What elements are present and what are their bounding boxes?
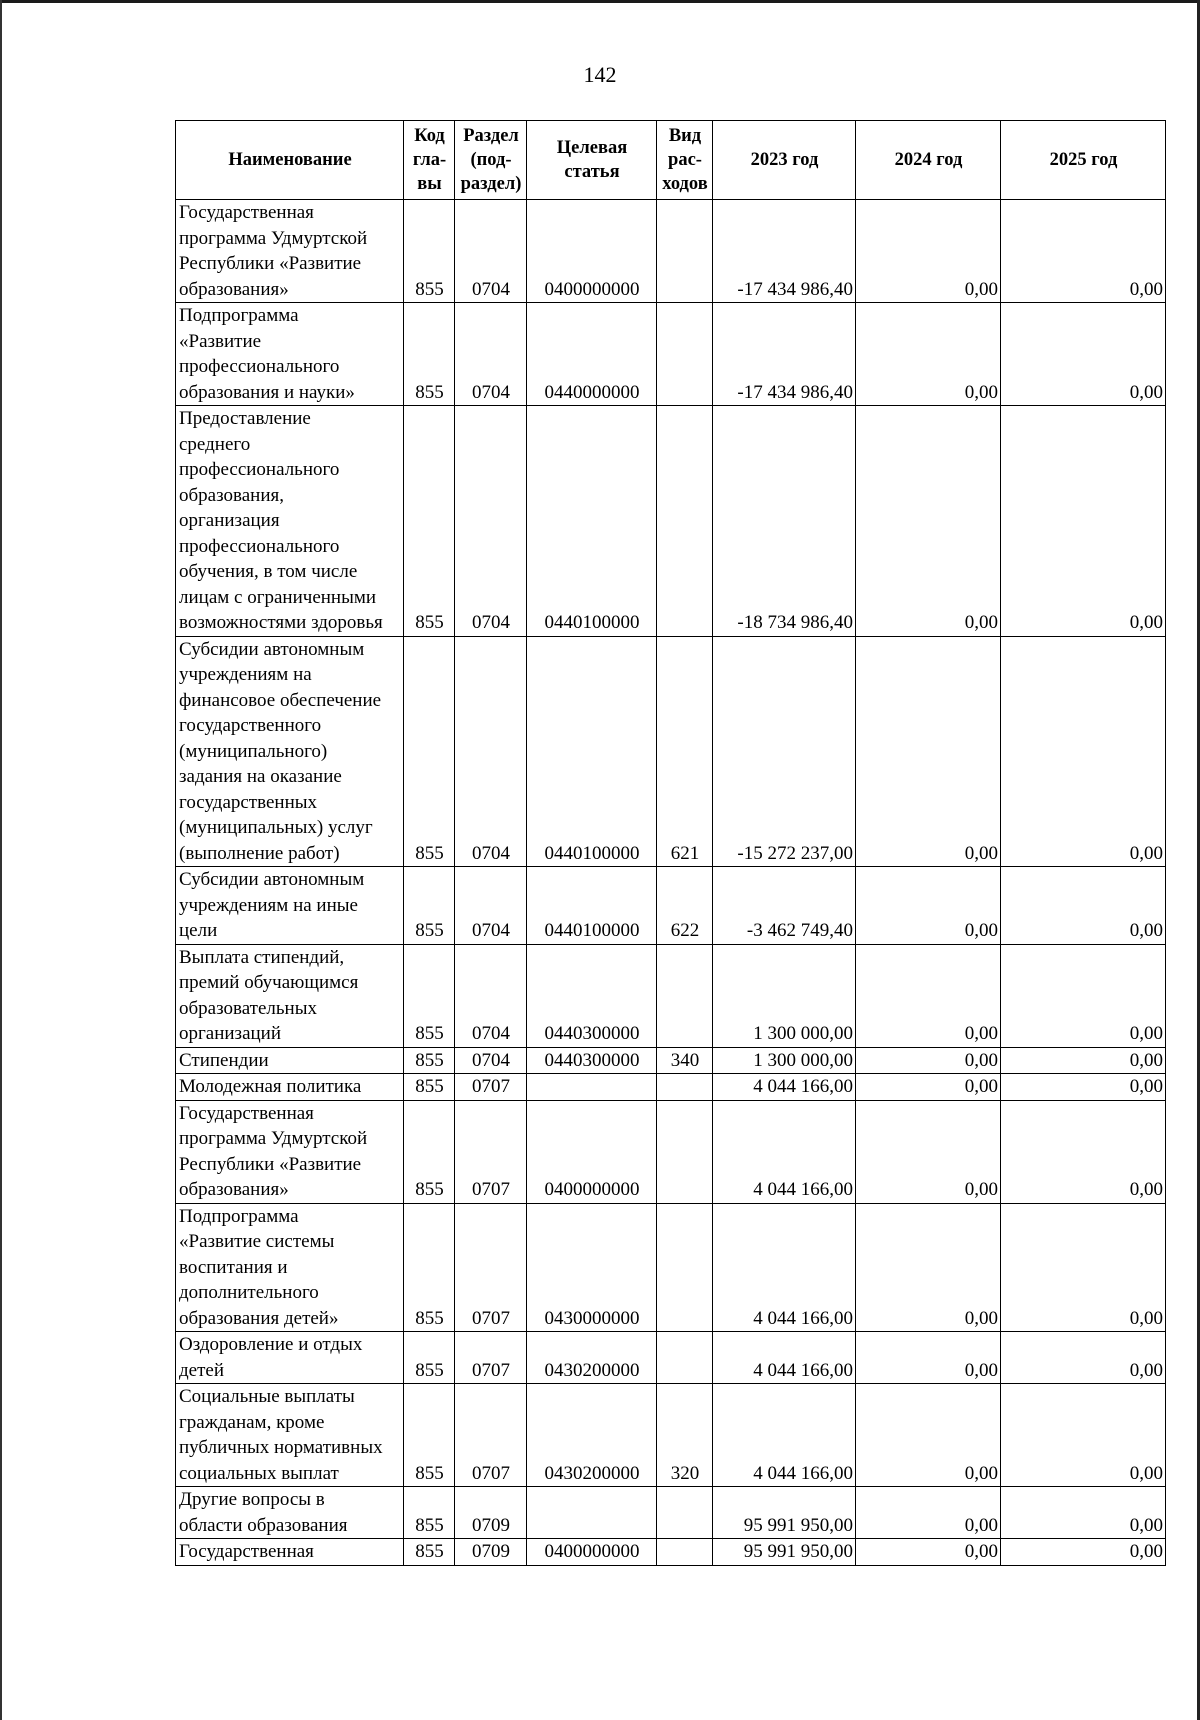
cell-name-line: Стипендии (179, 1049, 269, 1071)
cell-2025: 0,00 (1001, 200, 1166, 303)
cell-name-line: учреждениям на иные (179, 894, 358, 916)
cell-2023: 4 044 166,00 (713, 1332, 856, 1384)
cell-2023: 95 991 950,00 (713, 1487, 856, 1539)
cell-name-line: образования детей» (179, 1307, 339, 1329)
cell-chapter-code: 855 (404, 1487, 455, 1539)
cell-name-line: Социальные выплаты (179, 1386, 355, 1407)
cell-2025: 0,00 (1001, 1487, 1166, 1539)
cell-section: 0704 (455, 1047, 527, 1074)
cell-name-line: лицам с ограниченными (179, 586, 377, 608)
cell-name-line: (муниципального) (179, 740, 328, 762)
cell-expense-type (657, 303, 713, 406)
cell-name-line: социальных выплат (179, 1462, 339, 1484)
cell-2024: 0,00 (856, 406, 1001, 637)
cell-chapter-code: 855 (404, 1203, 455, 1332)
cell-2023: 95 991 950,00 (713, 1539, 856, 1566)
cell-chapter-code: 855 (404, 1332, 455, 1384)
cell-2025: 0,00 (1001, 1203, 1166, 1332)
cell-name (176, 867, 404, 945)
cell-2024: 0,00 (856, 303, 1001, 406)
table-row (176, 867, 1166, 945)
header-2024: 2024 год (856, 121, 1001, 200)
cell-2023: -17 434 986,40 (713, 200, 856, 303)
header-chapter-line: Код (414, 126, 445, 146)
cell-expense-type (657, 1203, 713, 1332)
cell-expense-type (657, 200, 713, 303)
header-target-line: Целевая (556, 138, 628, 158)
cell-name-line: Оздоровление и отдых (179, 1334, 363, 1355)
cell-chapter-code: 855 (404, 303, 455, 406)
cell-2025: 0,00 (1001, 1047, 1166, 1074)
cell-name-line: детей (179, 1359, 225, 1381)
table-row (176, 406, 1166, 637)
cell-name (176, 944, 404, 1047)
cell-2024: 0,00 (856, 867, 1001, 945)
cell-expense-type (657, 1074, 713, 1101)
table-row (176, 1332, 1166, 1384)
cell-section: 0709 (455, 1539, 527, 1566)
cell-name-line: области образования (179, 1514, 348, 1536)
cell-2025: 0,00 (1001, 1539, 1166, 1566)
cell-expense-type (657, 1332, 713, 1384)
cell-name-line: премий обучающимся (179, 972, 359, 993)
cell-2024: 0,00 (856, 636, 1001, 867)
cell-name (176, 1332, 404, 1384)
cell-name-line: задания на оказание (179, 766, 342, 787)
cell-2024: 0,00 (856, 1100, 1001, 1203)
cell-name-line: цели (179, 920, 218, 941)
header-target-line: статья (564, 162, 620, 182)
cell-target (527, 1487, 657, 1539)
cell-name-line: обучения, в том числе (179, 561, 358, 582)
header-name: Наименование (176, 121, 404, 200)
cell-name-line: образования» (179, 1179, 289, 1200)
cell-2023: 4 044 166,00 (713, 1100, 856, 1203)
cell-name (176, 200, 404, 303)
cell-name-line: Другие вопросы в (179, 1489, 325, 1510)
cell-name (176, 1047, 404, 1074)
cell-name-line: Государственная (179, 202, 314, 223)
cell-2025: 0,00 (1001, 406, 1166, 637)
cell-chapter-code: 855 (404, 1047, 455, 1074)
header-chapter-line: вы (417, 174, 442, 194)
cell-2024: 0,00 (856, 944, 1001, 1047)
cell-section: 0704 (455, 867, 527, 945)
cell-name-line: Выплата стипендий, (179, 946, 345, 968)
cell-target: 0440100000 (527, 867, 657, 945)
cell-expense-type (657, 406, 713, 637)
cell-name-line: воспитания и (179, 1256, 288, 1278)
cell-expense-type: 621 (657, 636, 713, 867)
header-section-line: раздел) (460, 174, 522, 194)
cell-2025: 0,00 (1001, 303, 1166, 406)
cell-2024: 0,00 (856, 1539, 1001, 1566)
cell-2023: -15 272 237,00 (713, 636, 856, 867)
cell-name-line: Республики «Развитие (179, 1153, 362, 1175)
table-row (176, 1100, 1166, 1203)
header-target (527, 121, 657, 200)
header-chapter-code (404, 121, 455, 200)
cell-name (176, 1100, 404, 1203)
scan-edge-top (0, 0, 1200, 3)
cell-name-line: Молодежная политика (179, 1076, 362, 1097)
header-type-line: Вид (668, 126, 702, 146)
cell-name-line: среднего (179, 433, 251, 455)
cell-name-line: организаций (179, 1023, 282, 1044)
cell-2024: 0,00 (856, 1332, 1001, 1384)
cell-name-line: Республики «Развитие (179, 253, 362, 274)
cell-name (176, 1384, 404, 1487)
cell-target: 0440000000 (527, 303, 657, 406)
cell-name-line: Подпрограмма (179, 1205, 299, 1227)
cell-name-line: программа Удмуртской (179, 227, 368, 249)
table-row (176, 1487, 1166, 1539)
cell-target: 0400000000 (527, 1539, 657, 1566)
cell-name-line: профессионального (179, 356, 340, 377)
cell-name-line: программа Удмуртской (179, 1128, 368, 1149)
cell-2025: 0,00 (1001, 1384, 1166, 1487)
cell-target: 0440100000 (527, 406, 657, 637)
header-section (455, 121, 527, 200)
cell-name-line: образования, (179, 484, 284, 506)
cell-name-line: дополнительного (179, 1282, 319, 1303)
table-row (176, 1539, 1166, 1566)
cell-chapter-code: 855 (404, 1100, 455, 1203)
cell-name-line: организация (179, 510, 280, 531)
cell-2025: 0,00 (1001, 1332, 1166, 1384)
cell-2025: 0,00 (1001, 1100, 1166, 1203)
cell-target: 0400000000 (527, 200, 657, 303)
cell-target: 0440300000 (527, 944, 657, 1047)
cell-2025: 0,00 (1001, 867, 1166, 945)
table-row (176, 1047, 1166, 1074)
cell-2023: 1 300 000,00 (713, 1047, 856, 1074)
cell-section: 0707 (455, 1100, 527, 1203)
cell-name-line: «Развитие системы (179, 1231, 335, 1252)
cell-chapter-code: 855 (404, 944, 455, 1047)
table-row (176, 1384, 1166, 1487)
cell-2024: 0,00 (856, 1203, 1001, 1332)
cell-name-line: государственного (179, 715, 322, 736)
cell-2024: 0,00 (856, 1047, 1001, 1074)
cell-chapter-code: 855 (404, 867, 455, 945)
header-section-line: Раздел (463, 126, 519, 146)
cell-section: 0704 (455, 944, 527, 1047)
cell-name (176, 1487, 404, 1539)
scan-edge-left (0, 0, 2, 1720)
cell-target (527, 1074, 657, 1101)
cell-name-line: Субсидии автономным (179, 869, 365, 890)
cell-2023: 4 044 166,00 (713, 1384, 856, 1487)
cell-name-line: учреждениям на (179, 664, 312, 685)
cell-name-line: Предоставление (179, 408, 311, 429)
cell-target: 0430200000 (527, 1332, 657, 1384)
table-row (176, 1074, 1166, 1101)
cell-name-line: образования и науки» (179, 381, 355, 403)
cell-target: 0430200000 (527, 1384, 657, 1487)
cell-name-line: «Развитие (179, 330, 262, 352)
cell-name (176, 303, 404, 406)
cell-2023: 1 300 000,00 (713, 944, 856, 1047)
cell-2023: -17 434 986,40 (713, 303, 856, 406)
cell-2023: -18 734 986,40 (713, 406, 856, 637)
cell-target: 0430000000 (527, 1203, 657, 1332)
cell-name-line: публичных нормативных (179, 1437, 383, 1458)
header-section-line: (под- (470, 150, 512, 170)
header-expense-type (657, 121, 713, 200)
table-row (176, 944, 1166, 1047)
cell-chapter-code: 855 (404, 406, 455, 637)
cell-chapter-code: 855 (404, 1539, 455, 1566)
cell-2025: 0,00 (1001, 636, 1166, 867)
page-number: 142 (583, 62, 617, 87)
header-type-line: рас- (668, 150, 702, 170)
cell-expense-type: 320 (657, 1384, 713, 1487)
budget-table (175, 120, 1166, 1566)
cell-expense-type (657, 1100, 713, 1203)
table-body (176, 200, 1166, 1566)
cell-2023: 4 044 166,00 (713, 1074, 856, 1101)
cell-expense-type: 340 (657, 1047, 713, 1074)
cell-target: 0440100000 (527, 636, 657, 867)
cell-2024: 0,00 (856, 1384, 1001, 1487)
header-chapter-line: гла- (412, 150, 447, 170)
cell-name-line: профессионального (179, 459, 340, 480)
cell-name (176, 1074, 404, 1101)
cell-2023: -3 462 749,40 (713, 867, 856, 945)
cell-2025: 0,00 (1001, 1074, 1166, 1101)
cell-section: 0704 (455, 303, 527, 406)
cell-name-line: финансовое обеспечение (179, 689, 382, 711)
cell-chapter-code: 855 (404, 636, 455, 867)
cell-expense-type (657, 944, 713, 1047)
cell-name (176, 1539, 404, 1566)
cell-expense-type: 622 (657, 867, 713, 945)
table-row (176, 200, 1166, 303)
cell-section: 0704 (455, 200, 527, 303)
cell-section: 0707 (455, 1384, 527, 1487)
cell-name-line: (муниципальных) услуг (179, 817, 373, 838)
cell-2025: 0,00 (1001, 944, 1166, 1047)
cell-name (176, 406, 404, 637)
cell-section: 0707 (455, 1203, 527, 1332)
cell-section: 0707 (455, 1074, 527, 1101)
table-row (176, 1203, 1166, 1332)
cell-name-line: Государственная (179, 1102, 314, 1124)
cell-2024: 0,00 (856, 200, 1001, 303)
cell-section: 0709 (455, 1487, 527, 1539)
cell-name-line: образования» (179, 278, 289, 300)
cell-chapter-code: 855 (404, 1384, 455, 1487)
table-row (176, 636, 1166, 867)
cell-name-line: профессионального (179, 535, 340, 557)
cell-expense-type (657, 1487, 713, 1539)
cell-name-line: (выполнение работ) (179, 842, 340, 864)
cell-name-line: возможностями здоровья (179, 612, 383, 633)
header-type-line: ходов (662, 174, 708, 194)
cell-name-line: государственных (179, 791, 318, 813)
header-2025: 2025 год (1001, 121, 1166, 200)
cell-chapter-code: 855 (404, 200, 455, 303)
cell-2023: 4 044 166,00 (713, 1203, 856, 1332)
cell-section: 0704 (455, 636, 527, 867)
cell-target: 0400000000 (527, 1100, 657, 1203)
cell-expense-type (657, 1539, 713, 1566)
cell-name-line: образовательных (179, 997, 317, 1019)
cell-name-line: Субсидии автономным (179, 638, 365, 660)
header-2023: 2023 год (713, 121, 856, 200)
cell-name (176, 636, 404, 867)
cell-2024: 0,00 (856, 1074, 1001, 1101)
cell-name-line: Государственная (179, 1541, 314, 1562)
cell-name (176, 1203, 404, 1332)
cell-name-line: гражданам, кроме (179, 1411, 325, 1433)
cell-chapter-code: 855 (404, 1074, 455, 1101)
cell-section: 0704 (455, 406, 527, 637)
cell-2024: 0,00 (856, 1487, 1001, 1539)
table-header-row (176, 121, 1166, 200)
cell-target: 0440300000 (527, 1047, 657, 1074)
cell-name-line: Подпрограмма (179, 305, 299, 326)
cell-section: 0707 (455, 1332, 527, 1384)
table-row (176, 303, 1166, 406)
